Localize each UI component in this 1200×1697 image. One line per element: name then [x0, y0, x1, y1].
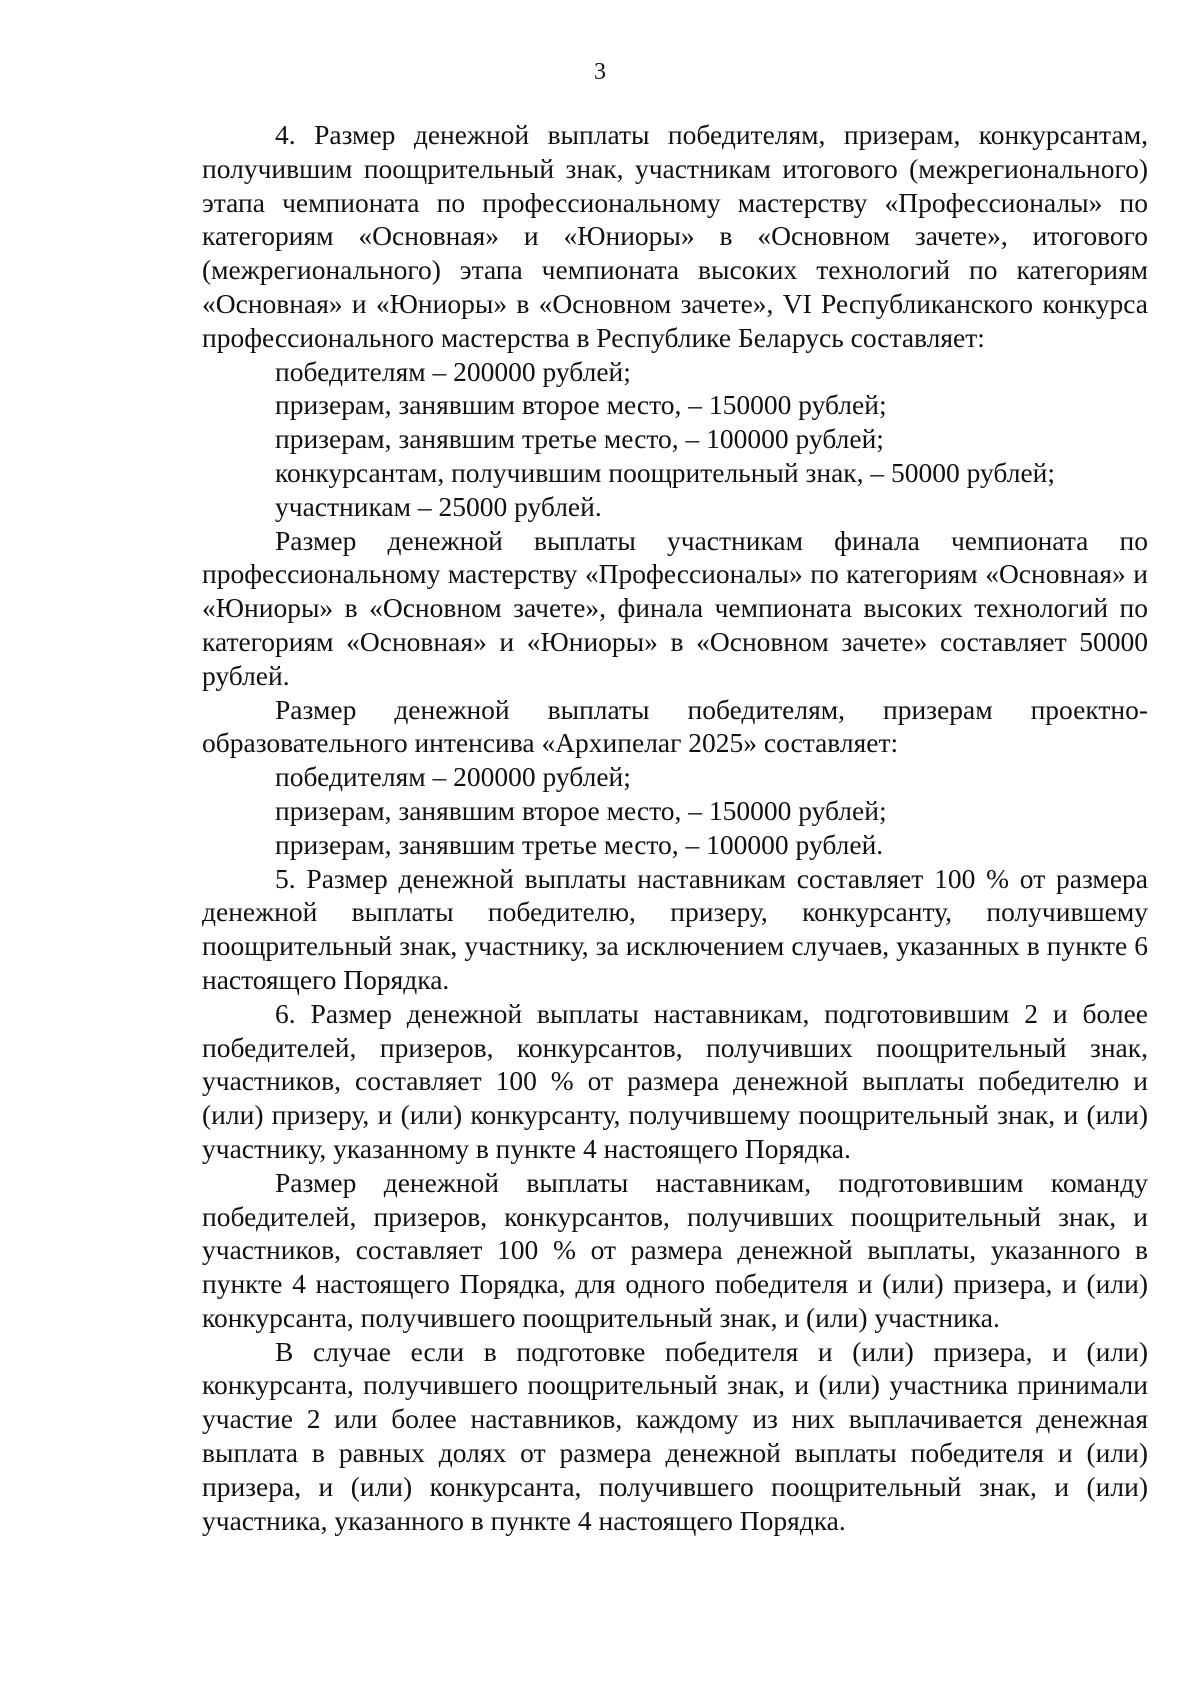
paragraph-shared-mentors: В случае если в подготовке победителя и (или) призера, и (или) конкурсанта, получившего поощрительный знак, и (или) участника принимали участие 2 или более наставников, каждому из них выплачивается денежная выплата в равных долях от размера денежной выплаты победителя и (или) призера, и (или) конкурсанта, получившего поощрительный знак, и (или) участника, указанного в пункте 4 настоящего Порядка. — [202, 1335, 1148, 1536]
document-body — [202, 118, 1148, 1537]
paragraph-item-5: 5. Размер денежной выплаты наставникам составляет 100 % от размера денежной выплаты победителю, призеру, конкурсанту, получившему поощрительный знак, участнику, за исключением случаев, указанных в пункте 6 настоящего Порядка. — [202, 862, 1148, 995]
paragraph-archipelag: Размер денежной выплаты победителям, призерам проектно-образовательного интенсива «Архипелаг 2025» составляет: — [202, 693, 1148, 759]
page-number: 3 — [594, 59, 606, 85]
paragraph-team-mentors: Размер денежной выплаты наставникам, подготовившим команду победителей, призеров, конкурсантов, получивших поощрительный знак, и участников, составляет 100 % от размера денежной выплаты, указанного в пункте 4 настоящего Порядка, для одного победителя и (или) призера, и (или) конкурсанта, получившего поощрительный знак, и (или) участника. — [202, 1166, 1148, 1333]
archipelag-line-second-place: призерам, занявшим второе место, – 150000 рублей; — [275, 794, 887, 826]
paragraph-item-4: 4. Размер денежной выплаты победителям, призерам, конкурсантам, получившим поощрительный знак, участникам итогового (межрегионального) этапа чемпионата по профессиональному мастерству «Профессионалы» по категориям «Основная» и «Юниоры» в «Основном зачете», итогового (межрегионального) этапа чемпионата высоких технологий по категориям «Основная» и «Юниоры» в «Основном зачете», VI Республиканского конкурса профессионального мастерства в Республике Беларусь составляет: — [202, 119, 1148, 353]
archipelag-line-third-place: призерам, занявшим третье место, – 100000 рублей. — [275, 828, 884, 860]
paragraph-final-payment: Размер денежной выплаты участникам финала чемпионата по профессиональному мастерству «Профессионалы» по категориям «Основная» и «Юниоры» в «Основном зачете», финала чемпионата высоких технологий по категориям «Основная» и «Юниоры» в «Основном зачете» составляет 50000 рублей. — [202, 524, 1148, 691]
payment-line-contestants: конкурсантам, получившим поощрительный знак, – 50000 рублей; — [275, 456, 1056, 488]
archipelag-line-winners: победителям – 200000 рублей; — [275, 761, 631, 793]
paragraph-item-6: 6. Размер денежной выплаты наставникам, подготовившим 2 и более победителей, призеров, конкурсантов, получивших поощрительный знак, участников, составляет 100 % от размера денежной выплаты победителю и (или) призеру, и (или) конкурсанту, получившему поощрительный знак, и (или) участнику, указанному в пункте 4 настоящего Порядка. — [202, 997, 1148, 1164]
payment-line-participants: участникам – 25000 рублей. — [275, 490, 602, 522]
payment-line-second-place: призерам, занявшим второе место, – 150000 рублей; — [275, 389, 887, 421]
payment-line-third-place: призерам, занявшим третье место, – 100000 рублей; — [275, 423, 884, 455]
payment-line-winners: победителям – 200000 рублей; — [275, 355, 631, 387]
